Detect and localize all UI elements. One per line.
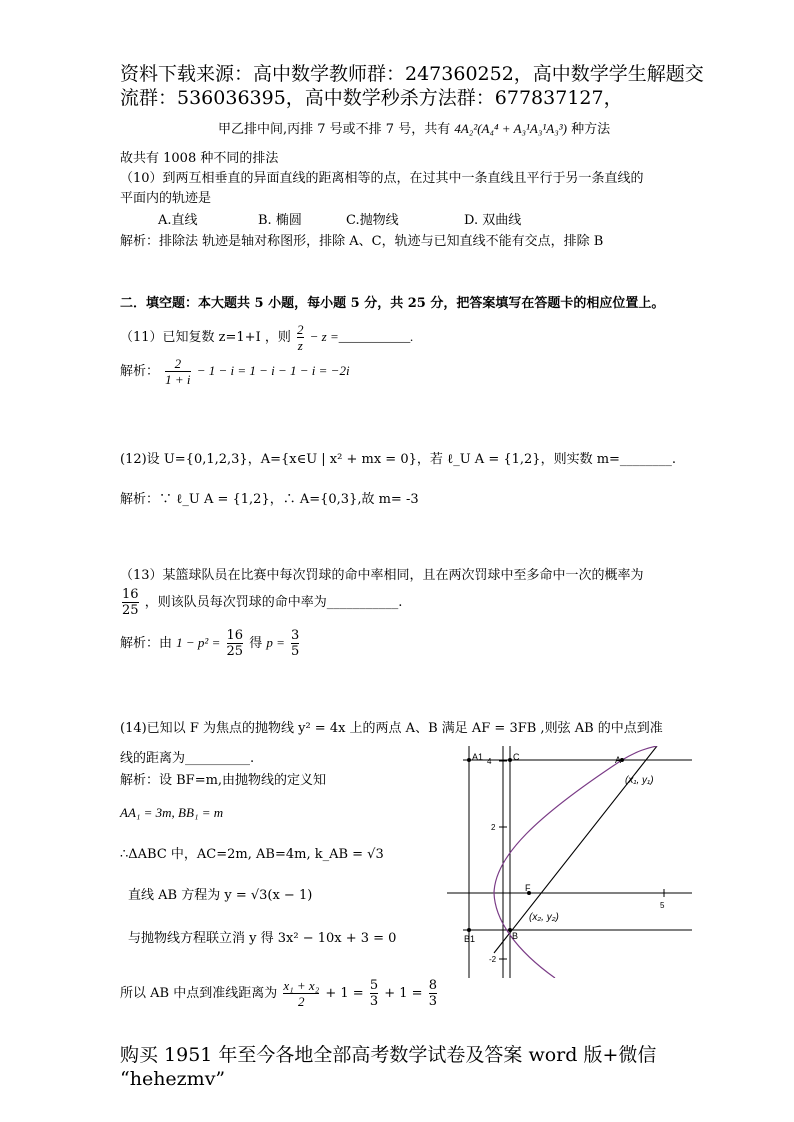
footer-line-2: “hehezmv” [120,1068,226,1090]
q14-sol-4: 直线 AB 方程为 y = √3(x − 1) [128,888,313,903]
q14-line-2: 线的距离为__________. [120,751,255,766]
label-f: F [525,883,531,893]
q9-math: 4A₂²(A₄⁴ + A₃¹A₃¹A₃³) [454,121,567,136]
q14-sol6-num3: 8 [428,978,437,993]
label-point-1: (x₁, y₁) [625,775,654,786]
tick-label-m2: -2 [489,955,497,964]
parabola-figure [447,746,692,978]
q13-sol-mid: 得 [249,636,263,651]
q13-num: 16 [122,587,139,602]
option-d: D. 双曲线 [464,213,522,228]
q14-sol6-den3: 3 [428,994,437,1009]
q14-sol-5: 与抛物线方程联立消 y 得 3x² − 10x + 3 = 0 [128,931,397,946]
q11-sol-num: 2 [174,356,182,371]
point-a1 [467,758,471,762]
tick-label-4: 4 [487,757,492,766]
q12-question: (12)设 U={0,1,2,3}，A={x∈U | x² + mx = 0}，若 ℓ_U A = {1,2}，则实数 m=________. [120,452,677,467]
q14-sol6-frac-3 [429,978,437,1009]
q14-sol-3: ∴ΔABC 中，AC=2m, AB=4m, k_AB = √3 [120,847,384,862]
section-title: 二．填空题：本大题共 5 小题，每小题 5 分，共 25 分，把答案填写在答题卡的相应位置上。 [120,296,665,311]
q13-sol-p: p = [266,635,285,650]
q14-sol6-den1: 2 [283,993,319,1009]
q10-line-2: 平面内的轨迹是 [120,191,212,206]
q14-line-1: (14)已知以 F 为焦点的抛物线 y² = 4x 上的两点 A、B 满足 AF = 3FB ,则弦 AB 的中点到准 [120,721,663,736]
q11-sol-label: 解析： [120,364,160,379]
q13-sol-num1: 16 [226,628,244,643]
label-point-2: (x₂, y₂) [529,912,559,923]
q13-sol-frac-1 [227,628,244,659]
label-a1: A1 [472,752,484,762]
q14-sol-1: 解析：设 BF=m,由抛物线的定义知 [120,773,327,788]
q13-solution [120,628,301,659]
q11-fraction [297,322,304,353]
q14-sol-2: AA₁ = 3m, BB₁ = m [120,805,224,820]
q14-sol6-num2: 5 [369,978,379,993]
q14-sol6-frac-1 [283,978,319,1009]
label-c: C [513,752,520,762]
q13-line-2 [120,587,402,618]
q14-sol-6 [120,978,439,1009]
footer-line-1: 购买 1951 年至今各地全部高考数学试卷及答案 word 版+微信 [120,1044,657,1066]
q13-sol-expr: 1 − p² = [176,635,221,650]
tick-label-5: 5 [660,901,665,910]
label-b1: B1 [464,934,476,944]
q11-text: （11）已知复数 z=1+I ，则 [120,330,291,345]
q14-sol6-mid2: + 1 = [384,986,423,1001]
label-a: A [615,755,622,765]
option-c: C.抛物线 [346,213,399,228]
q11-solution [120,356,350,387]
q11-num: 2 [297,322,304,337]
label-b: B [512,931,519,941]
q11-sol-den: 1 + i [165,372,191,387]
q13-sol-label: 解析：由 [120,636,173,651]
q12-solution: 解析：∵ ℓ_U A = {1,2}，∴ A={0,3},故 m= -3 [120,492,419,507]
q14-sol6-frac-2 [370,978,378,1009]
q9-text-a: 甲乙排中间,丙排 7 号或不排 7 号，共有 [218,122,451,137]
q10-line-1: （10）到两互相垂直的异面直线的距离相等的点，在过其中一条直线且平行于另一条直线的 [120,171,644,186]
header-line-1: 资料下载来源：高中数学教师群：247360252，高中数学学生解题交 [120,63,704,85]
point-b1 [467,928,471,932]
q9-line-2: 故共有 1008 种不同的排法 [120,151,279,166]
q13-sol-den1: 25 [226,644,244,659]
q13-line-1: （13）某篮球队员在比赛中每次罚球的命中率相同，且在两次罚球中至多命中一次的概率为 [120,568,644,583]
point-c [508,758,512,762]
q13-sol-den2: 5 [291,644,300,659]
q13-sol-num2: 3 [291,628,300,643]
tick-label-2: 2 [491,823,496,832]
q11-den: z [297,338,303,353]
q11-tail: − z =___________. [309,329,414,344]
q14-sol6-mid1: + 1 = [325,986,364,1001]
q14-sol6-num1: x₁ + x₂ [283,978,320,993]
q13-tail: ，则该队员每次罚球的命中率为___________. [144,595,403,610]
header-line-2: 流群：536036395，高中数学秒杀方法群：677837127， [120,87,623,109]
q10-solution: 解析：排除法 轨迹是轴对称图形，排除 A、C，轨迹与已知直线不能有交点，排除 B [120,234,604,249]
q11-sol-tail: − 1 − i = 1 − i − 1 − i = −2i [196,363,350,378]
q9-line-1 [218,120,610,139]
q13-sol-frac-2 [291,628,299,659]
q14-sol6-den2: 3 [369,994,379,1009]
q13-den: 25 [122,603,139,618]
q11-sol-fraction [165,356,190,387]
q14-sol6-label: 所以 AB 中点到准线距离为 [120,986,278,1001]
q10-options [158,212,564,230]
q13-fraction [122,587,139,618]
option-b: B. 椭圆 [258,213,302,228]
option-a: A.直线 [158,213,198,228]
q11-question [120,322,414,353]
q9-text-b: 种方法 [571,122,611,137]
